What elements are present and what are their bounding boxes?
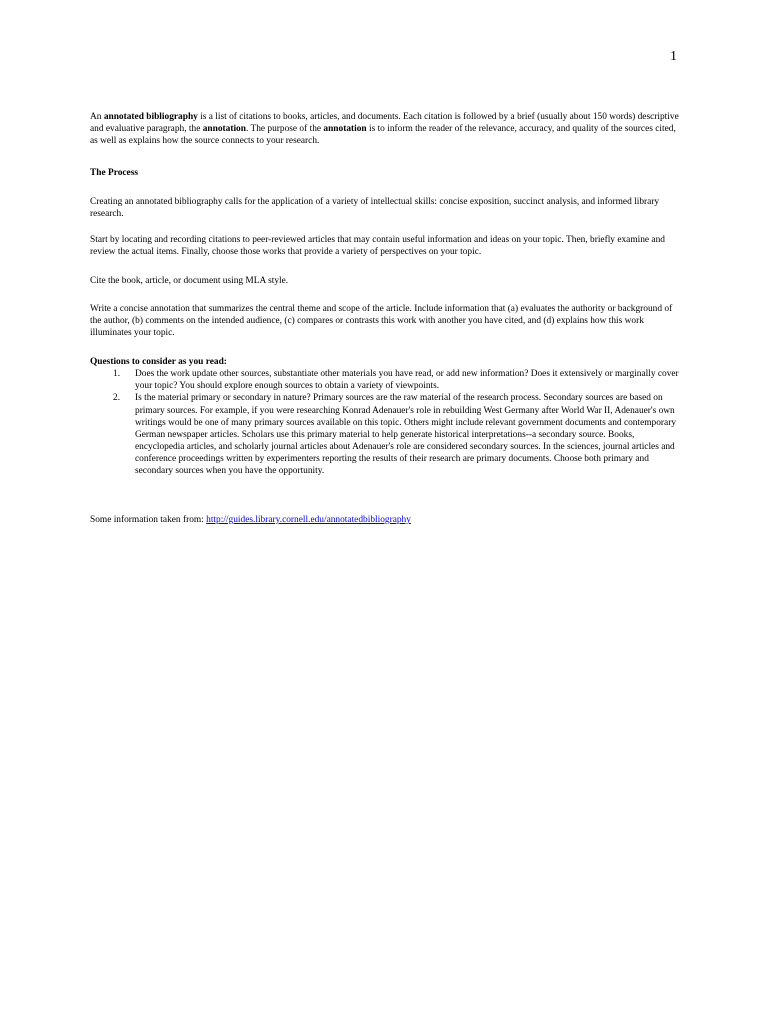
questions-list: [90, 368, 682, 477]
question-text: Does the work update other sources, substantiate other materials you have read, or add new information? Does it extensively or marginally cover your topic? You should explore enough sources to obtain a variety of viewpoints.: [135, 369, 679, 392]
intro-term-annotated-bibliography: annotated bibliography: [103, 112, 198, 122]
intro-text-2: is a list of citations to books, articles, and documents. Each citation is followed by a brief (usually about 150 words) descriptive and evaluative paragraph, the: [90, 112, 679, 135]
question-item: [90, 392, 682, 477]
process-paragraph-create: Creating an annotated bibliography calls for the application of a variety of intellectual skills: concise exposition, succinct analysis, and informed library research.: [90, 197, 660, 220]
page-number: 1: [670, 49, 677, 64]
process-paragraph-start: Start by locating and recording citations to peer-reviewed articles that may contain useful information and ideas on your topic. Then, briefly examine and review the actual items. Finally, choose those works that provide a variety of perspectives on your topic.: [90, 234, 665, 257]
question-number: 1.: [113, 369, 121, 380]
source-label: Some information taken from:: [90, 515, 207, 526]
process-paragraph-write: Write a concise annotation that summarizes the central theme and scope of the article. Include information that (a) evaluates the authority or background of the author, (b) comments on the intended audience, (c) compares or contrasts this work with another you have cited, and (d) explains how this work illuminates your topic.: [90, 303, 673, 339]
intro-text-1: An: [90, 112, 104, 122]
question-number: 2.: [113, 393, 121, 404]
intro-term-annotation-2: annotation: [323, 124, 367, 135]
questions-heading: Questions to consider as you read:: [90, 357, 227, 368]
intro-paragraph: [90, 111, 682, 147]
process-paragraph-cite: Cite the book, article, or document using MLA style.: [90, 275, 289, 286]
source-note: [90, 514, 682, 526]
question-text: Is the material primary or secondary in nature? Primary sources are the raw material of the research process. Secondary sources are based on primary sources. For example, if you were researching Konrad Adenauer's role in rebuilding West Germany after World War II, Adenauer's own writings would be one of many primary sources available on this topic. Others might include relevant government documents and contemporary German newspaper articles. Scholars use this primary material to help generate historical interpretations--a secondary source. Books, encyclopedia articles, and scholarly journal articles about Adenauer's role are considered secondary sources. In the sciences, journal articles and conference proceedings written by experimenters reporting the results of their research are primary documents. Choose both primary and secondary sources when you have the opportunity.: [135, 393, 677, 476]
intro-text-3: . The purpose of the: [245, 124, 324, 135]
intro-term-annotation: annotation: [202, 124, 246, 135]
intro-text-4: is to inform the reader of the relevance, accuracy, and quality of the sources cited, as well as explains how the source connects to your research.: [90, 124, 676, 147]
process-heading: The Process: [90, 168, 138, 179]
question-item: [90, 368, 682, 392]
source-link[interactable]: http://guides.library.cornell.edu/annotatedbibliography: [206, 515, 411, 526]
document-body: [90, 111, 682, 536]
